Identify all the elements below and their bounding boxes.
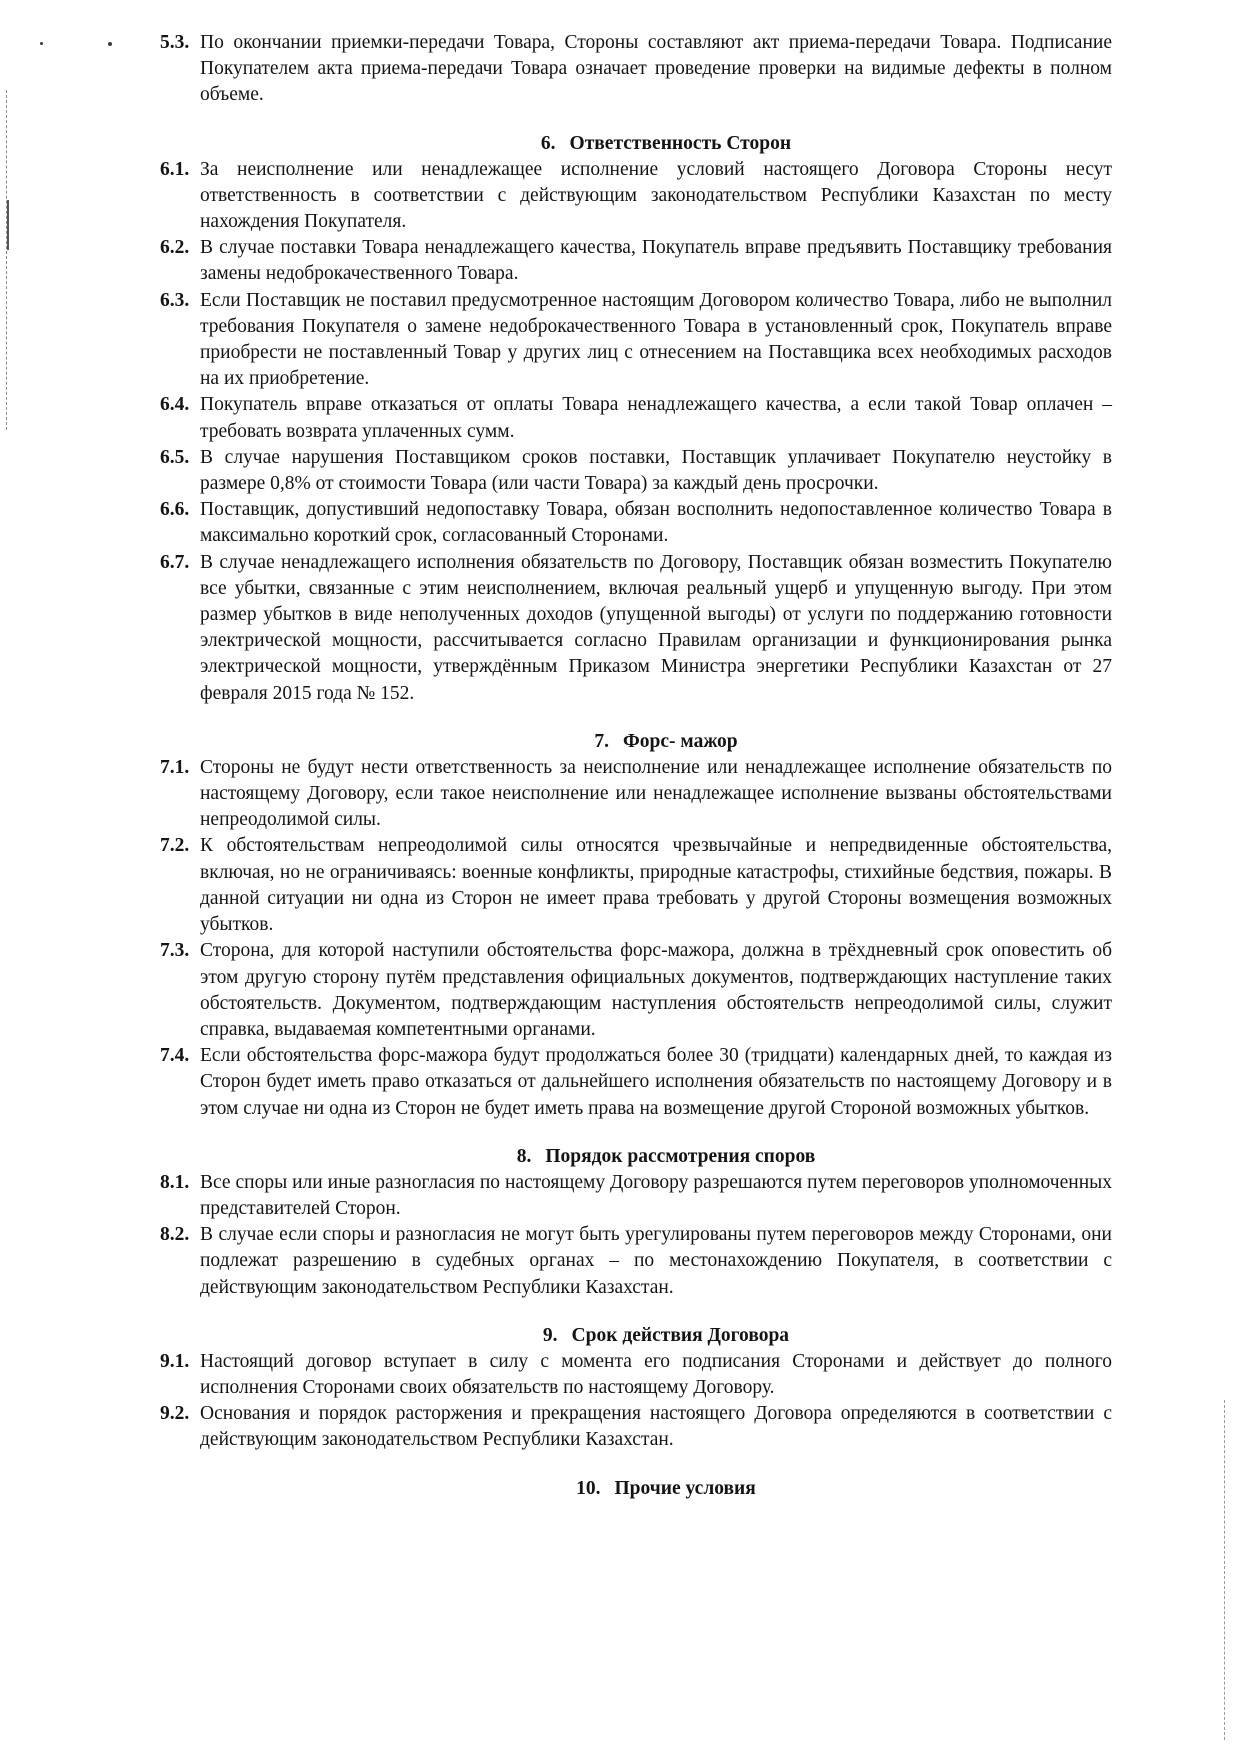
section-number: 8. [516, 1145, 532, 1167]
clause-number: 5.3. [160, 32, 190, 53]
scan-edge-mark [1224, 1400, 1226, 1740]
scan-dot [40, 42, 43, 45]
section-title [160, 1476, 1112, 1502]
section-force-majeure [160, 729, 1112, 1122]
clause [160, 1349, 1112, 1401]
section-number: 9. [542, 1324, 558, 1346]
clause-text: К обстоятельствам непреодолимой силы относятся чрезвычайные и непредвиденные обстоятельства, включая, но не ограничиваясь: военные конфликты, природные катастрофы, стихийные бедствия, пожары. В данной ситуации ни одна из Сторон не имеет права требовать у другой Стороны возмещения возможных убытков. [200, 835, 1112, 936]
section-continuation [160, 30, 1112, 109]
section-term [160, 1323, 1112, 1454]
section-title-text: Прочие условия [614, 1477, 756, 1499]
section-title [160, 131, 1112, 157]
clause-number: 6.3. [160, 289, 190, 311]
clause-number: 6.1. [160, 158, 190, 180]
clause-text: Покупатель вправе отказаться от оплаты Товара ненадлежащего качества, а если такой Товар оплачен – требовать возврата уплаченных сумм. [200, 394, 1112, 442]
clause [160, 833, 1112, 938]
clause-text: Основания и порядок расторжения и прекращения настоящего Договора определяются в соответствии с действующим законодательством Республики Казахстан. [200, 1403, 1112, 1451]
section-title [160, 729, 1112, 755]
clause [160, 30, 1112, 109]
clause [160, 1222, 1112, 1301]
section-number: 7. [594, 730, 610, 752]
clause-text: Если Поставщик не поставил предусмотренное настоящим Договором количество Товара, либо не выполнил требования Покупателя о замене недоброкачественного Товара в установленный срок, Покупатель вправе приобрести не поставленный Товар у других лиц с отнесением на Поставщика всех необходимых расходов на их приобретение. [200, 289, 1112, 390]
section-title-text: Срок действия Договора [571, 1324, 790, 1346]
clause-text: В случае если споры и разногласия не могут быть урегулированы путем переговоров между Сторонами, они подлежат разрешению в судебных органах – по местонахождению Покупателя, в соответствии с действующим законодательством Республики Казахстан. [200, 1224, 1112, 1298]
clause-text: Настоящий договор вступает в силу с момента его подписания Сторонами и действует до полного исполнения Сторонами своих обязательств по настоящему Договору. [200, 1350, 1112, 1398]
clause-text: Если обстоятельства форс-мажора будут продолжаться более 30 (тридцати) календарных дней, то каждая из Сторон будет иметь право отказаться от дальнейшего исполнения обязательств по настоящему Договору и в этом случае ни одна из Сторон не будет иметь права на возмещение другой Стороной возможных убытков. [200, 1045, 1112, 1119]
clause-number: 7.4. [160, 1045, 190, 1067]
clause-text: Все споры или иные разногласия по настоящему Договору разрешаются путем переговоров уполномоченных представителей Сторон. [200, 1171, 1112, 1219]
clause [160, 550, 1112, 707]
clause [160, 938, 1112, 1043]
clause-number: 6.7. [160, 551, 190, 573]
clause-text: В случае ненадлежащего исполнения обязательств по Договору, Поставщик обязан возместить Покупателю все убытки, связанные с этим неисполнением, включая реальный ущерб и упущенную выгоду. При этом размер убытков в виде неполученных доходов (упущенной выгоды) от услуги по поддержанию готовности электрической мощности, рассчитывается согласно Правилам организации и функционирования рынка электрической мощности, утверждённым Приказом Министра энергетики Республики Казахстан от 27 февраля 2015 года № 152. [200, 551, 1112, 704]
clause [160, 497, 1112, 549]
clause [160, 445, 1112, 497]
clause-text: Поставщик, допустивший недопоставку Товара, обязан восполнить недопоставленное количество Товара в максимально короткий срок, согласованный Сторонами. [200, 499, 1112, 547]
clause-number: 9.2. [160, 1403, 190, 1425]
clause-number: 7.1. [160, 756, 190, 778]
clause [160, 288, 1112, 393]
section-other-terms [160, 1476, 1112, 1502]
section-number: 6. [540, 132, 556, 154]
section-number: 10. [576, 1477, 601, 1499]
clause-text: Сторона, для которой наступили обстоятельства форс-мажора, должна в трёхдневный срок оповестить об этом другую сторону путём представления официальных документов, подтверждающих наступление таких обстоятельств. Документом, подтверждающим наступления обстоятельств непреодолимой силы, служит справка, выдаваемая компетентными органами. [200, 940, 1112, 1040]
clause-text: В случае поставки Товара ненадлежащего качества, Покупатель вправе предъявить Поставщику требования замены недоброкачественного Товара. [200, 237, 1112, 285]
section-title-text: Ответственность Сторон [569, 132, 792, 154]
clause-text: В случае нарушения Поставщиком сроков поставки, Поставщик уплачивает Покупателю неустойку в размере 0,8% от стоимости Товара (или части Товара) за каждый день просрочки. [200, 446, 1112, 495]
section-liability [160, 131, 1112, 707]
clause-text: За неисполнение или ненадлежащее исполнение условий настоящего Договора Стороны несут ответственность в соответствии с действующим законодательством Республики Казахстан по месту нахождения Покупателя. [200, 158, 1112, 233]
clause [160, 392, 1112, 444]
clause [160, 755, 1112, 834]
clause-number: 6.5. [160, 446, 190, 468]
clause-number: 6.4. [160, 394, 190, 416]
clause [160, 235, 1112, 287]
section-title-text: Порядок рассмотрения споров [545, 1145, 816, 1167]
clause-number: 7.2. [160, 835, 190, 857]
clause-number: 6.2. [160, 237, 190, 259]
clause-number: 9.1. [160, 1350, 190, 1372]
scan-edge-mark [7, 200, 9, 250]
section-disputes [160, 1144, 1112, 1301]
clause [160, 1401, 1112, 1453]
section-title [160, 1323, 1112, 1349]
clause-number: 6.6. [160, 499, 190, 521]
scan-edge-mark [6, 90, 9, 430]
clause [160, 157, 1112, 236]
clause-number: 8.1. [160, 1171, 190, 1193]
clause [160, 1170, 1112, 1222]
clause [160, 1043, 1112, 1122]
section-title [160, 1144, 1112, 1170]
document-body [160, 30, 1112, 1502]
scan-dot [108, 42, 112, 46]
section-title-text: Форс- мажор [623, 730, 738, 752]
clause-number: 8.2. [160, 1224, 190, 1246]
clause-number: 7.3. [160, 940, 190, 962]
clause-text: Стороны не будут нести ответственность за неисполнение или ненадлежащее исполнение обязательств по настоящему Договору, если такое неисполнение или ненадлежащее исполнение вызваны обстоятельствами непреодолимой силы. [200, 756, 1112, 831]
clause-text: По окончании приемки-передачи Товара, Стороны составляют акт приема-передачи Товара. Подписание Покупателем акта приема-передачи Товара означает проведение проверки на видимые дефекты в полном объеме. [200, 32, 1112, 106]
